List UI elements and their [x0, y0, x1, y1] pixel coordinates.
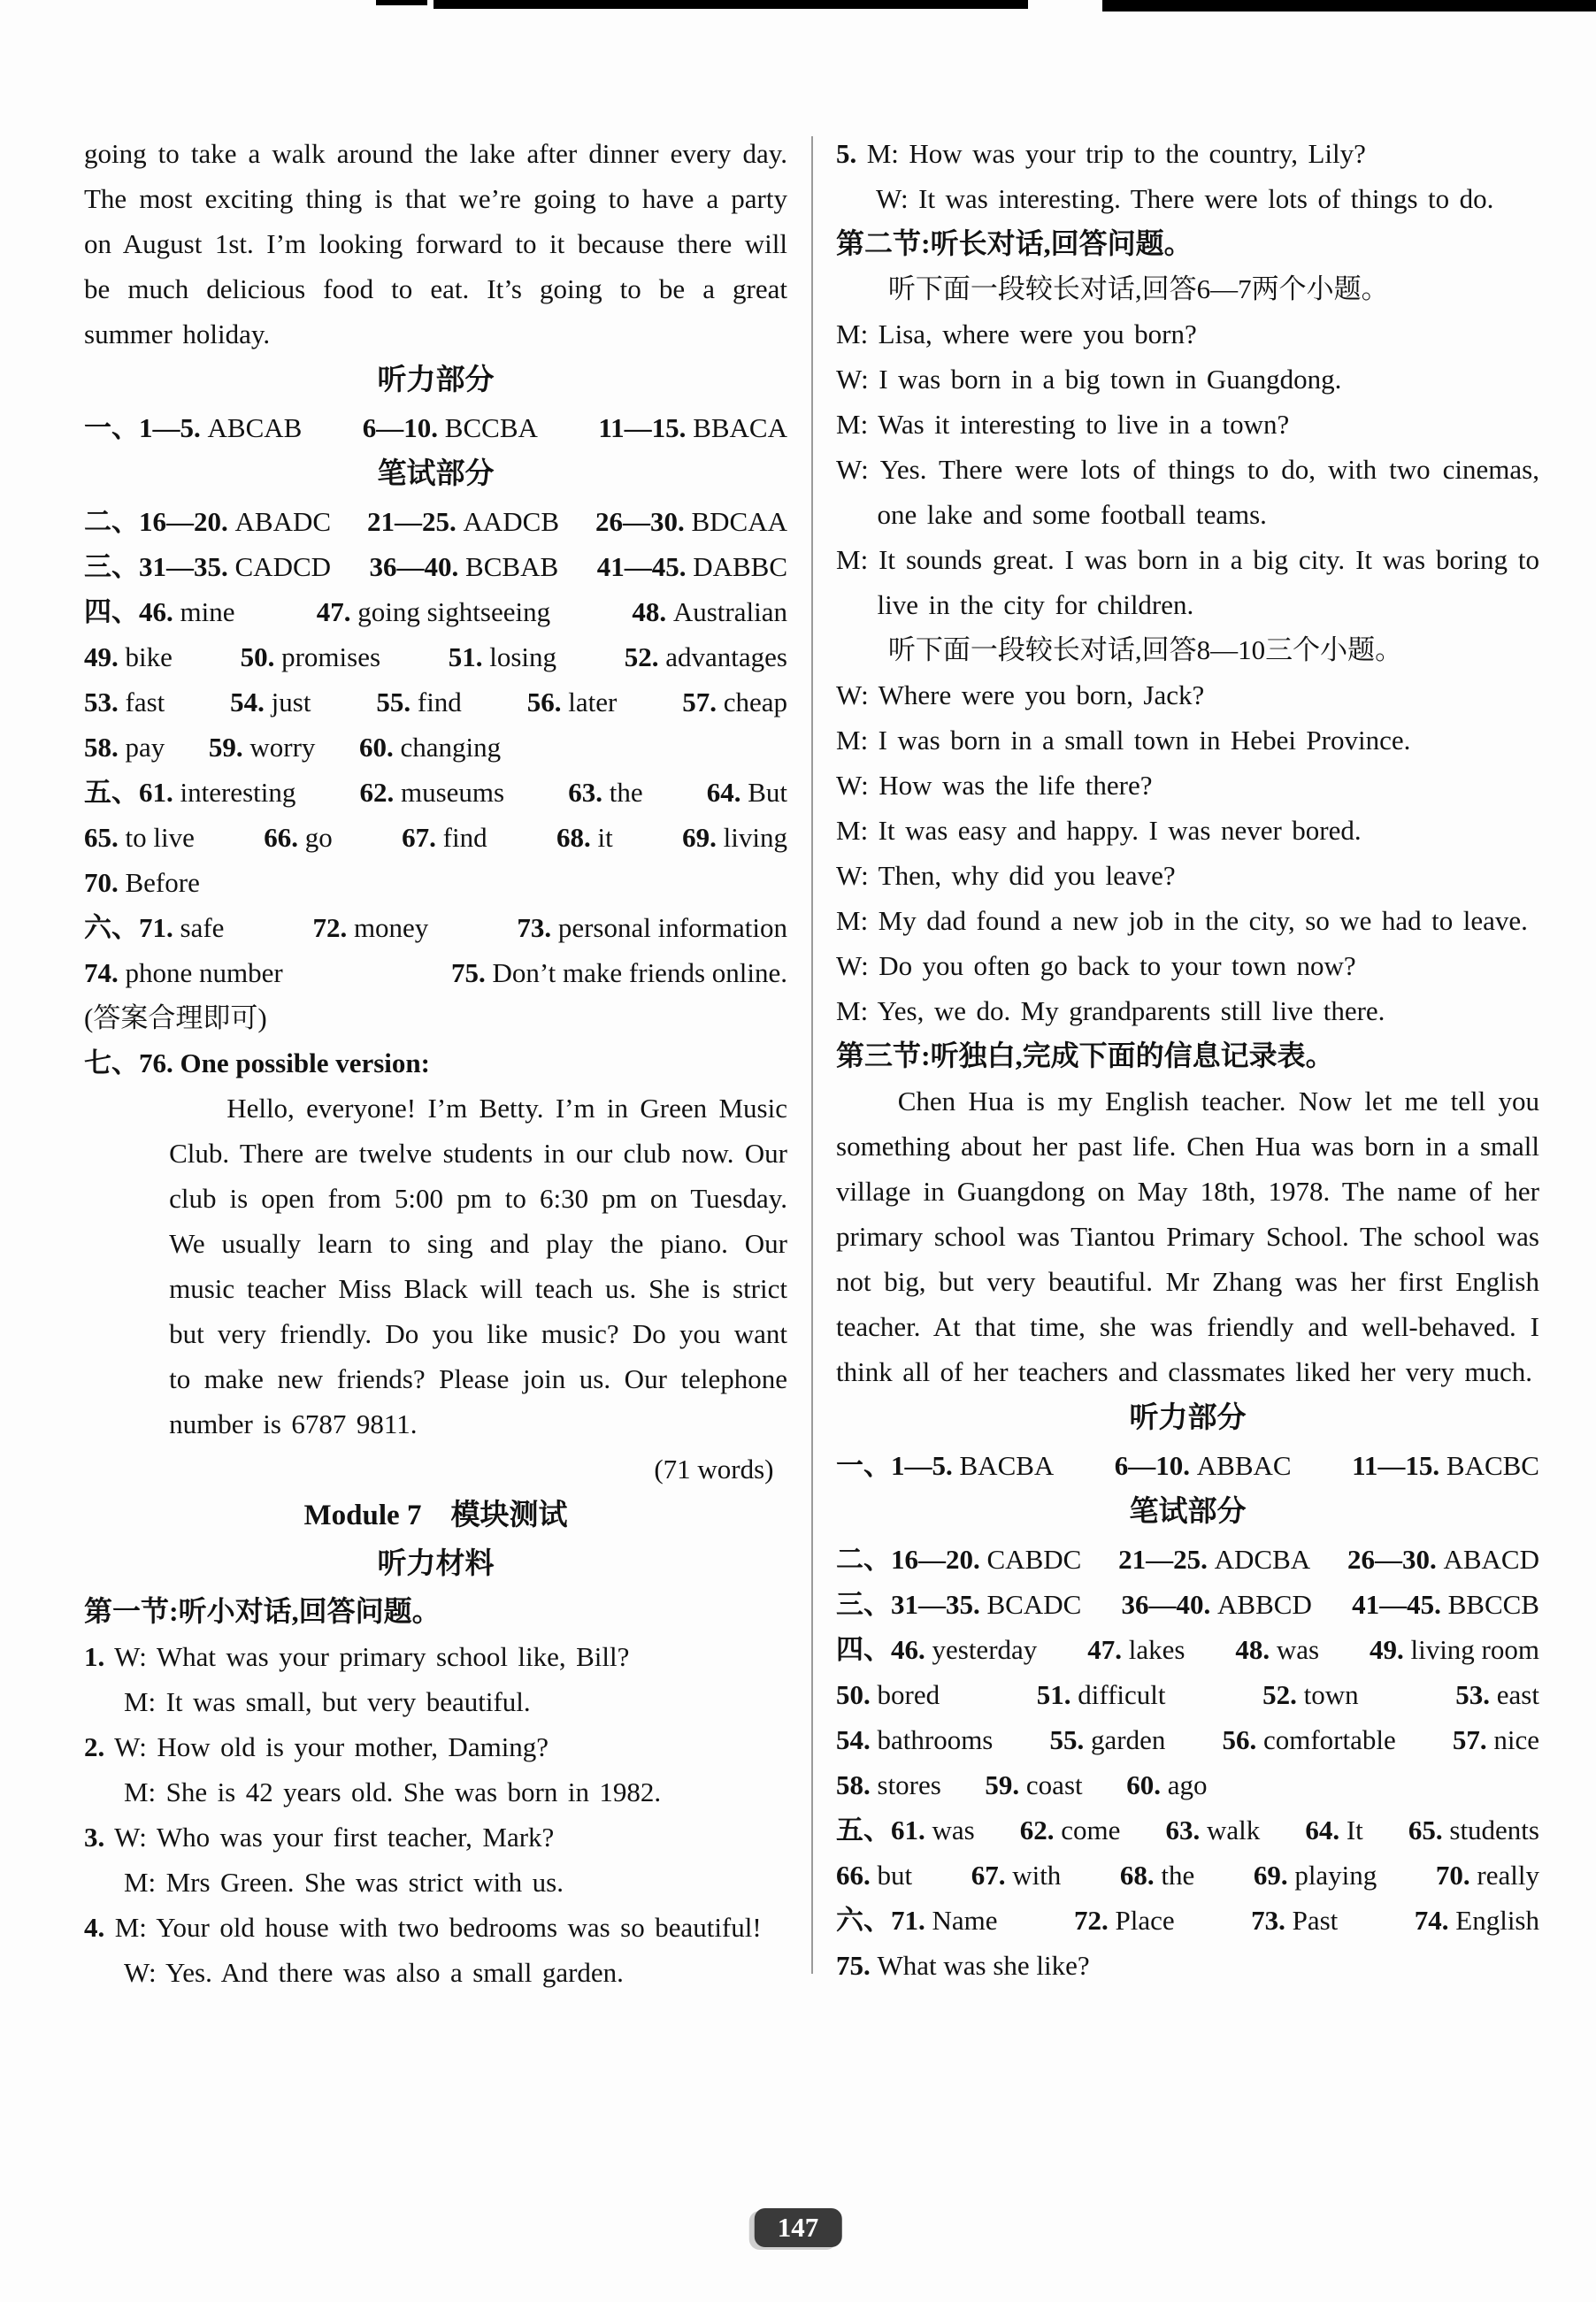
answer-group: 60. ago	[1126, 1769, 1208, 1800]
answer-number: 56.	[1222, 1724, 1257, 1755]
answer-group: 四、46. mine	[84, 596, 235, 627]
answer-number: 75.	[451, 957, 486, 988]
bold-line: 七、76. One possible version:	[84, 1047, 430, 1078]
answer-group: 11—15. BACBC	[1352, 1450, 1539, 1481]
answer-group: 58. stores	[836, 1769, 941, 1800]
answer-group: 57. cheap	[682, 687, 787, 717]
answer-number: 69.	[682, 822, 717, 853]
center-heading: Module 7 模块测试	[303, 1500, 568, 1531]
answer-number: 48.	[1235, 1634, 1270, 1665]
answer-number: 64.	[706, 777, 741, 808]
answer-number: 59.	[208, 732, 243, 763]
answer-line	[836, 1443, 1539, 1488]
answer-group: 六、71. safe	[84, 912, 225, 943]
answer-number: 26—30.	[595, 506, 685, 537]
answer-number: 二、16—20.	[84, 506, 228, 537]
answer-group: 67. find	[402, 822, 487, 853]
dialog-line: W: How was the life there?	[836, 770, 1153, 801]
dialog-number: 3.	[84, 1822, 105, 1853]
answer-group: 62. museums	[359, 777, 505, 808]
scan-artifact	[434, 0, 1028, 9]
dialog-number: 4.	[84, 1912, 105, 1943]
answer-number: 50.	[240, 641, 275, 672]
answer-number: 68.	[1119, 1860, 1155, 1891]
dialog-line: M: It was small, but very beautiful.	[123, 1686, 531, 1717]
answer-group: 59. coast	[985, 1769, 1083, 1800]
answer-group: 49. living room	[1369, 1634, 1539, 1665]
answer-group: 75. Don’t make friends online.	[451, 957, 787, 988]
answer-number: 49.	[84, 641, 119, 672]
answer-group: 66. but	[836, 1860, 913, 1891]
answer-number: 69.	[1253, 1860, 1288, 1891]
answer-line	[84, 770, 787, 815]
answer-number: 65.	[84, 822, 119, 853]
answer-line	[836, 1898, 1539, 1943]
speaker-label: M:	[123, 1686, 157, 1717]
dialog-line: 1. W: What was your primary school like, Bill?	[84, 1641, 630, 1672]
answer-group: 70. Before	[84, 867, 200, 898]
answer-group: 73. personal information	[517, 912, 787, 943]
dialog-line: 2. W: How old is your mother, Daming?	[84, 1731, 549, 1762]
answer-number: 66.	[264, 822, 299, 853]
answer-group: 49. bike	[84, 641, 173, 672]
text-line: (答案合理即可)	[84, 1002, 267, 1033]
answer-number: 41—45.	[1352, 1589, 1441, 1620]
instruction-line: 听下面一段较长对话,回答8—10三个小题。	[887, 634, 1403, 665]
answer-group: 55. garden	[1049, 1724, 1166, 1755]
answer-number: 11—15.	[1352, 1450, 1440, 1481]
answer-line	[836, 1717, 1539, 1762]
answer-group: 66. go	[264, 822, 333, 853]
answer-group: 47. going sightseeing	[316, 596, 551, 627]
answer-group: 21—25. AADCB	[366, 506, 559, 537]
dialog-line: M: I was born in a small town in Hebei Province.	[836, 725, 1411, 756]
answer-group: 四、46. yesterday	[836, 1634, 1038, 1665]
answer-group: 41—45. BBCCB	[1352, 1589, 1539, 1620]
answer-group: 60. changing	[359, 732, 502, 763]
answer-number: 21—25.	[1118, 1544, 1208, 1575]
answer-number: 74.	[1414, 1905, 1449, 1936]
speaker-label: W:	[836, 454, 869, 485]
dialog-line: M: She is 42 years old. She was born in 1982.	[123, 1776, 662, 1807]
answer-number: 50.	[836, 1679, 871, 1710]
answer-group: 53. fast	[84, 687, 165, 717]
answer-group: 64. It	[1305, 1815, 1363, 1845]
dialog-line: W: Yes. And there was also a small garden.	[123, 1957, 624, 1988]
speaker-label: M:	[836, 409, 869, 440]
left-column	[84, 131, 787, 1995]
answer-group: 六、71. Name	[836, 1905, 998, 1936]
dialog-line: M: Yes, we do. My grandparents still live there.	[836, 995, 1385, 1026]
page-number-badge	[755, 2208, 842, 2247]
answer-group: 50. promises	[240, 641, 381, 672]
page-number: 147	[777, 2212, 819, 2243]
answer-group: 53. east	[1455, 1679, 1539, 1710]
word-count-note: (71 words)	[654, 1454, 774, 1485]
answer-number: 四、46.	[84, 596, 173, 627]
answer-line	[84, 405, 787, 450]
answer-line	[84, 589, 787, 634]
answer-number: 60.	[1126, 1769, 1161, 1800]
answer-number: 53.	[1455, 1679, 1491, 1710]
answer-number: 65.	[1408, 1815, 1443, 1845]
instruction-line: 听下面一段较长对话,回答6—7两个小题。	[887, 273, 1389, 304]
answer-number: 53.	[84, 687, 119, 717]
answer-number: 三、31—35.	[84, 551, 228, 582]
answer-number: 52.	[1262, 1679, 1297, 1710]
answer-number: 63.	[568, 777, 602, 808]
answer-group: 二、16—20. ABADC	[84, 506, 332, 537]
answer-group: 65. students	[1408, 1815, 1539, 1845]
answer-number: 6—10.	[362, 412, 439, 443]
answer-number: 36—40.	[369, 551, 459, 582]
answer-group: 48. Australian	[632, 596, 787, 627]
answer-number: 72.	[312, 912, 348, 943]
answer-group: 26—30. BDCAA	[595, 506, 787, 537]
answer-number: 49.	[1369, 1634, 1404, 1665]
answer-number: 67.	[402, 822, 436, 853]
scan-artifact	[1102, 0, 1596, 12]
dialog-line: M: It was easy and happy. I was never bored.	[836, 815, 1362, 846]
answer-group: 21—25. ADCBA	[1118, 1544, 1311, 1575]
answer-number: 67.	[971, 1860, 1006, 1891]
answer-number: 60.	[359, 732, 394, 763]
answer-group: 48. was	[1235, 1634, 1320, 1665]
dialog-line: 5. M: How was your trip to the country, Lily?	[836, 138, 1366, 169]
answer-line	[84, 815, 787, 860]
answer-group: 67. with	[971, 1860, 1062, 1891]
dialog-line: W: I was born in a big town in Guangdong.	[836, 364, 1342, 395]
answer-line	[836, 1943, 1539, 1988]
center-heading: 笔试部分	[1129, 1496, 1247, 1528]
answer-group: 72. Place	[1074, 1905, 1175, 1936]
speaker-label: W:	[123, 1957, 157, 1988]
speaker-label: M:	[836, 995, 869, 1026]
speaker-label: M:	[123, 1867, 157, 1898]
speaker-label: W:	[114, 1641, 147, 1672]
answer-group: 41—45. DABBC	[596, 551, 787, 582]
answer-number: 六、71.	[84, 912, 173, 943]
answer-group: 51. difficult	[1036, 1679, 1166, 1710]
center-heading: 听力材料	[377, 1548, 495, 1580]
answer-number: 57.	[1452, 1724, 1487, 1755]
answer-number: 三、31—35.	[836, 1589, 980, 1620]
answer-group: 64. But	[706, 777, 787, 808]
answer-group: 一、1—5. ABCAB	[84, 412, 303, 443]
answer-line	[836, 1807, 1539, 1853]
answer-number: 55.	[376, 687, 411, 717]
dialog-line: W: Then, why did you leave?	[836, 860, 1176, 891]
answer-number: 51.	[1036, 1679, 1071, 1710]
answer-number: 73.	[1251, 1905, 1285, 1936]
answer-number: 五、61.	[836, 1815, 925, 1845]
answer-number: 66.	[836, 1860, 871, 1891]
answer-group: 74. English	[1414, 1905, 1539, 1936]
speaker-label: W:	[875, 183, 909, 214]
column-divider	[811, 136, 813, 1974]
speaker-label: M:	[836, 815, 869, 846]
answer-line	[84, 544, 787, 589]
answer-group: 75. What was she like?	[836, 1950, 1090, 1981]
answer-number: 70.	[1435, 1860, 1470, 1891]
answer-number: 一、1—5.	[84, 412, 201, 443]
speaker-label: M:	[123, 1776, 157, 1807]
answer-number: 59.	[985, 1769, 1020, 1800]
paragraph: Chen Hua is my English teacher. Now let me tell you something about her past life. Chen Hua was born in a small village in Guangdong on May 18th, 1978. The name of her primary school was Tiantou Primary School. The school was not big, but very beautiful. Mr Zhang was her first English teacher. At that time, she was friendly and well-behaved. I think all of her teachers and classmates liked her very much.	[836, 1086, 1539, 1387]
answer-group: 一、1—5. BACBA	[836, 1450, 1055, 1481]
answer-number: 68.	[556, 822, 591, 853]
answer-number: 一、1—5.	[836, 1450, 953, 1481]
answer-number: 63.	[1165, 1815, 1201, 1845]
answer-group: 11—15. BBACA	[598, 412, 787, 443]
right-column	[836, 131, 1539, 1995]
answer-group: 73. Past	[1251, 1905, 1339, 1936]
answer-number: 72.	[1074, 1905, 1109, 1936]
answer-group: 五、61. was	[836, 1815, 975, 1845]
dialog-number: 1.	[84, 1641, 105, 1672]
dialog-number: 5.	[836, 138, 857, 169]
section-heading: 第二节:听长对话,回答问题。	[836, 227, 1193, 259]
dialog-number: 2.	[84, 1731, 105, 1762]
speaker-label: W:	[114, 1822, 147, 1853]
dialog-line: M: It sounds great. I was born in a big city. It was boring to live in the city for children.	[836, 544, 1539, 620]
answer-number: 五、61.	[84, 777, 173, 808]
answer-number: 57.	[682, 687, 717, 717]
answer-number: 70.	[84, 867, 119, 898]
answer-number: 58.	[84, 732, 119, 763]
answer-line	[84, 499, 787, 544]
answer-line	[84, 679, 787, 725]
answer-line	[836, 1582, 1539, 1627]
answer-number: 41—45.	[596, 551, 687, 582]
section-heading: 第一节:听小对话,回答问题。	[84, 1595, 441, 1627]
dialog-line: W: Where were you born, Jack?	[836, 679, 1205, 710]
answer-group: 63. the	[568, 777, 643, 808]
answer-group: 56. comfortable	[1222, 1724, 1396, 1755]
answer-number: 51.	[448, 641, 483, 672]
dialog-line: M: My dad found a new job in the city, so we had to leave.	[836, 905, 1528, 936]
answer-group: 59. worry	[208, 732, 316, 763]
center-heading: 笔试部分	[377, 458, 495, 490]
answer-group: 36—40. ABBCD	[1121, 1589, 1312, 1620]
paragraph: going to take a walk around the lake after dinner every day. The most exciting thing is that we’re going to have a party on August 1st. I’m looking forward to it because there will be much delicious food to eat. It’s going to be a great summer holiday.	[84, 138, 787, 349]
answer-line	[84, 905, 787, 950]
speaker-label: W:	[836, 679, 869, 710]
answer-number: 26—30.	[1347, 1544, 1437, 1575]
answer-group: 6—10. ABBAC	[1114, 1450, 1292, 1481]
answer-group: 54. bathrooms	[836, 1724, 994, 1755]
answer-group: 69. living	[682, 822, 787, 853]
answer-group: 三、31—35. CADCD	[84, 551, 332, 582]
answer-line	[836, 1537, 1539, 1582]
speaker-label: M:	[836, 544, 869, 575]
answer-number: 六、71.	[836, 1905, 925, 1936]
answer-group: 56. later	[526, 687, 618, 717]
answer-number: 75.	[836, 1950, 871, 1981]
answer-number: 73.	[517, 912, 552, 943]
answer-group: 三、31—35. BCADC	[836, 1589, 1082, 1620]
answer-group: 五、61. interesting	[84, 777, 296, 808]
answer-group: 47. lakes	[1087, 1634, 1185, 1665]
dialog-line: 4. M: Your old house with two bedrooms was so beautiful!	[84, 1912, 762, 1943]
answer-group: 72. money	[312, 912, 429, 943]
answer-group: 6—10. BCCBA	[362, 412, 538, 443]
answer-line	[836, 1627, 1539, 1672]
answer-group: 52. town	[1262, 1679, 1359, 1710]
answer-line	[84, 950, 787, 995]
scan-artifact	[376, 0, 427, 5]
speaker-label: W:	[836, 950, 869, 981]
paragraph: Hello, everyone! I’m Betty. I’m in Green Music Club. There are twelve students in our club now. Our club is open from 5:00 pm to 6:30 pm on Tuesday. We usually learn to sing and play the piano. Our music teacher Miss Black will teach us. She is strict but very friendly. Do you like music? Do you want to make new friends? Please join us. Our telephone number is 6787 9811.	[169, 1093, 787, 1439]
answer-group: 70. really	[1435, 1860, 1539, 1891]
answer-group: 52. advantages	[624, 641, 787, 672]
answer-group: 68. the	[1119, 1860, 1195, 1891]
answer-number: 47.	[1087, 1634, 1122, 1665]
answer-number: 54.	[230, 687, 265, 717]
answer-number: 36—40.	[1121, 1589, 1211, 1620]
answer-group: 69. playing	[1253, 1860, 1377, 1891]
answer-group: 54. just	[230, 687, 311, 717]
dialog-line: M: Was it interesting to live in a town?	[836, 409, 1290, 440]
answer-number: 11—15.	[598, 412, 687, 443]
answer-group: 74. phone number	[84, 957, 283, 988]
center-heading: 听力部分	[1129, 1402, 1247, 1434]
answer-group: 63. walk	[1165, 1815, 1261, 1845]
answer-group: 58. pay	[84, 732, 165, 763]
dialog-line: W: Yes. There were lots of things to do, with two cinemas, one lake and some football teams.	[836, 454, 1539, 530]
answer-number: 6—10.	[1114, 1450, 1191, 1481]
answer-line	[84, 634, 787, 679]
speaker-label: M:	[836, 318, 869, 349]
answer-number: 21—25.	[366, 506, 457, 537]
answer-number: 47.	[316, 596, 351, 627]
section-heading: 第三节:听独白,完成下面的信息记录表。	[836, 1040, 1334, 1071]
answer-number: 64.	[1305, 1815, 1340, 1845]
answer-number: 58.	[836, 1769, 871, 1800]
dialog-line: 3. W: Who was your first teacher, Mark?	[84, 1822, 555, 1853]
answer-number: 55.	[1049, 1724, 1085, 1755]
answer-group: 36—40. BCBAB	[369, 551, 559, 582]
answer-group: 26—30. ABACD	[1347, 1544, 1539, 1575]
answer-group: 62. come	[1019, 1815, 1121, 1845]
speaker-label: W:	[836, 860, 869, 891]
answer-line	[836, 1672, 1539, 1717]
answer-number: 74.	[84, 957, 119, 988]
answer-number: 52.	[624, 641, 659, 672]
answer-number: 四、46.	[836, 1634, 925, 1665]
answer-group: 68. it	[556, 822, 613, 853]
answer-group: 51. losing	[448, 641, 557, 672]
answer-number: 56.	[526, 687, 562, 717]
speaker-label: M:	[114, 1912, 147, 1943]
speaker-label: W:	[114, 1731, 147, 1762]
dialog-line: M: Lisa, where were you born?	[836, 318, 1197, 349]
answer-line	[836, 1762, 1539, 1807]
dialog-line: W: Do you often go back to your town now?	[836, 950, 1356, 981]
answer-line	[84, 860, 787, 905]
answer-number: 48.	[632, 596, 667, 627]
dialog-line: M: Mrs Green. She was strict with us.	[123, 1867, 564, 1898]
center-heading: 听力部分	[377, 364, 495, 396]
dialog-line: W: It was interesting. There were lots of things to do.	[875, 183, 1494, 214]
answer-line	[836, 1853, 1539, 1898]
speaker-label: M:	[866, 138, 899, 169]
answer-number: 二、16—20.	[836, 1544, 980, 1575]
answer-number: 62.	[1019, 1815, 1055, 1845]
answer-group: 57. nice	[1452, 1724, 1539, 1755]
answer-group: 二、16—20. CABDC	[836, 1544, 1082, 1575]
answer-group: 65. to live	[84, 822, 195, 853]
speaker-label: W:	[836, 364, 869, 395]
speaker-label: M:	[836, 905, 869, 936]
answer-number: 62.	[359, 777, 395, 808]
speaker-label: W:	[836, 770, 869, 801]
answer-group: 50. bored	[836, 1679, 940, 1710]
answer-group: 55. find	[376, 687, 462, 717]
speaker-label: M:	[836, 725, 869, 756]
answer-number: 54.	[836, 1724, 871, 1755]
answer-line	[84, 725, 787, 770]
